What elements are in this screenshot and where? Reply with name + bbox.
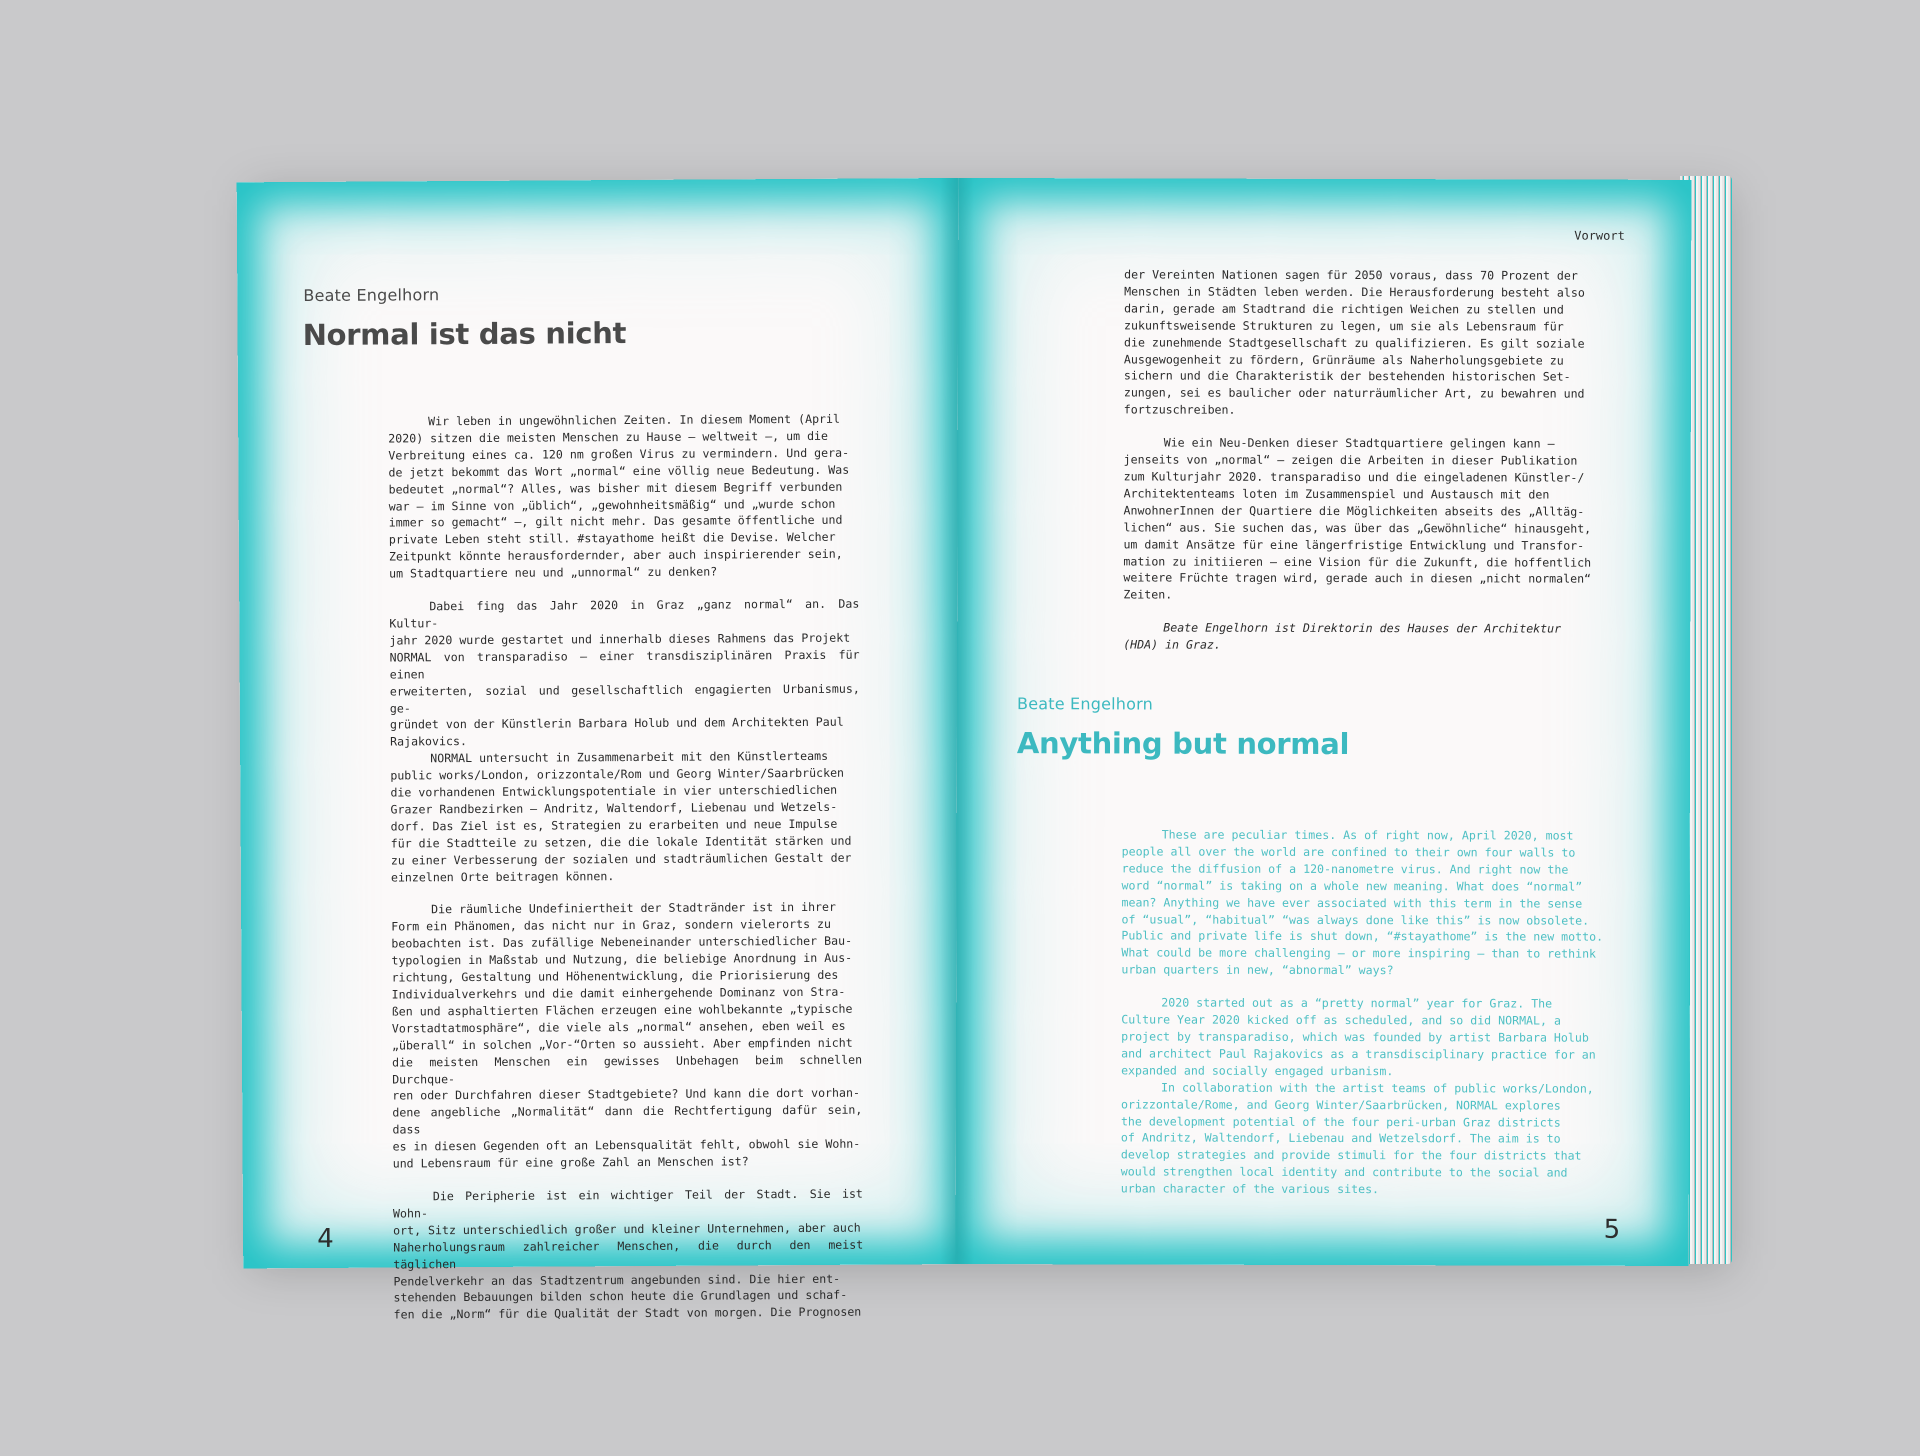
paragraph: Die räumliche Undefiniertheit der Stadtränder ist in ihrer Form ein Phänomen, das nicht nur in Graz, sondern vielerorts zu beobachten ist. Das zufällige Nebeneinander unterschiedlicher Bau- typologien in Maßstab und Nutzung, die beliebige Anordnung in Aus- richtung, Gestaltung und Höhenentwicklung, die Priorisierung des Individualverkehrs und die damit einhergehende Dominanz von Stra- ßen und asphaltierten Flächen erzeugen eine wohlbekannte „typische Vorstadtatmosphäre“, die viele als „normal“ ansehen, eben weil es „überall“ in solchen „Vor-“Orten so aussieht. Aber empfinden nicht die meisten Menschen ein gewisses Unbehagen beim schnellen Durchque- ren oder Durchfahren dieser Stadtgebiete? Und kann die dort vorhan- dene angebliche „Normalität“ dann die Rechtfertigung dafür sein, dass es in diesen Gegenden oft an Lebensqualität fehlt, obwohl sie Wohn- und Lebensraum für eine große Zahl an Menschen ist? <box>391 900 863 1171</box>
left-page <box>237 178 966 1322</box>
paragraph: In collaboration with the artist teams of public works/London, orizzontale/Rome, and Georg Winter/Saarbrücken, NORMAL explores the development potential of the four peri-urban Graz districts of Andritz, Waltendorf, Liebenau and Wetzelsdorf. The aim is to develop strategies and provide stimuli for the four districts that would strengthen local identity and contribute to the social and urban character of the various sites. <box>1120 1080 1594 1197</box>
article-title-en: Anything but normal <box>1016 726 1350 762</box>
running-head: Vorwort <box>1574 228 1625 243</box>
page-number-left: 4 <box>317 1223 334 1254</box>
paragraph: Dabei fing das Jahr 2020 in Graz „ganz normal“ an. Das Kultur- jahr 2020 wurde gestartet und innerhalb dieses Rahmens das Projekt NORMAL von transparadiso – einer transdisziplinären Praxis für einen erweiterten, sozial und gesellschaftlich engagierten Urbanismus, ge- gründet von der Künstlerin Barbara Holub und dem Architekten Paul Rajakovics. <box>389 596 860 749</box>
paragraph: These are peculiar times. As of right now, April 2020, most people all over the world are confined to their own four walls to reduce the diffusion of a 120-nanometre virus. And right now the word “normal” is taking on a whole new meaning. What does “normal” mean? Anything we have ever associated with this term in the sense of “usual”, “habitual” “was always done like this” is now obsolete. Public and private life is shut down, “#stayathome” is the new motto. What could be more challenging – or more inspiring – than to rethink urban quarters in new, “abnormal” ways? <box>1121 827 1604 978</box>
author-name-de: Beate Engelhorn <box>303 285 440 306</box>
paragraph: der Vereinten Nationen sagen für 2050 voraus, dass 70 Prozent der Menschen in Städten leben werden. Die Herausforderung besteht also darin, gerade am Stadtrand die richtigen Weichen zu stellen und zukunftsweisende Strukturen zu legen, um sie als Lebensraum für die zunehmende Stadtgesellschaft zu qualifizieren. Es gilt soziale Ausgewogenheit zu fördern, Grünräume als Naherholungsgebiete zu sichern und die Charakteristik der bestehenden historischen Set- zungen, sei es baulicher oder naturräumlicher Art, zu bewahren und fortzuschreiben. <box>1123 267 1585 417</box>
page-number-right: 5 <box>1603 1214 1621 1245</box>
article-body-de-continued <box>1123 266 1624 654</box>
author-note: Beate Engelhorn ist Direktorin des Hauses der Architektur (HDA) in Graz. <box>1123 620 1562 652</box>
article-body-en <box>1121 826 1632 1198</box>
article-body-de <box>388 411 864 1324</box>
paragraph: NORMAL untersucht in Zusammenarbeit mit den Künstlerteams public works/London, orizzontale/Rom und Georg Winter/Saarbrücken die vorhandenen Entwicklungspotentiale in vier unterschiedlichen Grazer Randbezirken – Andritz, Waltendorf, Liebenau und Wetzels- dorf. Das Ziel ist es, Strategien zu erarbeiten und neue Impulse für die Stadtteile zu setzen, die die lokale Identität stärken und zu einer Verbesserung der sozialen und stadträumlichen Gestalt der einzelnen Orte beitragen können. <box>390 749 852 885</box>
paragraph: Wir leben in ungewöhnlichen Zeiten. In diesem Moment (April 2020) sitzen die meisten Menschen zu Hause – weltweit –, um die Verbreitung eines ca. 120 nm großen Virus zu vermindern. Und gera- de jetzt bekommt das Wort „normal“ eine völlig neue Bedeutung. Was bedeutet „normal“? Alles, was bisher mit diesem Begriff verbunden war – im Sinne von „üblich“, „gewohnheitsmäßig“ und „wurde schon immer so gemacht“ –, gilt nicht mehr. Das gesamte öffentliche und private Leben steht still. #stayathome heißt die Devise. Welcher Zeitpunkt könnte herausfordernder, aber auch inspirierender sein, um Stadtquartiere neu und „unnormal“ zu denken? <box>388 411 850 581</box>
paragraph: Die Peripherie ist ein wichtiger Teil der Stadt. Sie ist Wohn- ort, Sitz unterschiedlich großer und kleiner Unternehmen, aber auch Naherholungsraum zahlreicher Menschen, die durch den meist täglichen Pendelverkehr an das Stadtzentrum angebunden sind. Die hier ent- stehenden Bebauungen bilden schon heute die Grundlagen und schaf- fen die „Norm“ für die Qualität der Stadt von morgen. Die Prognosen <box>392 1186 864 1322</box>
paragraph: Wie ein Neu-Denken dieser Stadtquartiere gelingen kann – jenseits von „normal“ – zeigen die Arbeiten in dieser Publikation zum Kulturjahr 2020. transparadiso und die eingeladenen Künstler-/ Architektenteams loten im Zusammenspiel und Austausch mit den AnwohnerInnen der Quartiere die Möglichkeiten abseits des „Alltäg- lichen“ aus. Sie suchen das, was über das „Gewöhnliche“ hinausgeht, um damit Ansätze für eine längerfristige Entwicklung und Transfor- mation zu initiieren – eine Vision für die Zukunft, die hoffentlich weitere Früchte tragen wird, gerade auch in diesen „nicht normalen“ Zeiten. <box>1123 435 1592 602</box>
paragraph: 2020 started out as a “pretty normal” year for Graz. The Culture Year 2020 kicked off as scheduled, and so did NORMAL, a project by transparadiso, which was founded by artist Barbara Holub and architect Paul Rajakovics as a transdisciplinary practice for an expanded and socially engaged urbanism. <box>1121 995 1596 1078</box>
right-page <box>956 178 1692 1266</box>
author-name-en: Beate Engelhorn <box>1017 694 1153 714</box>
article-title-de: Normal ist das nicht <box>302 316 627 353</box>
